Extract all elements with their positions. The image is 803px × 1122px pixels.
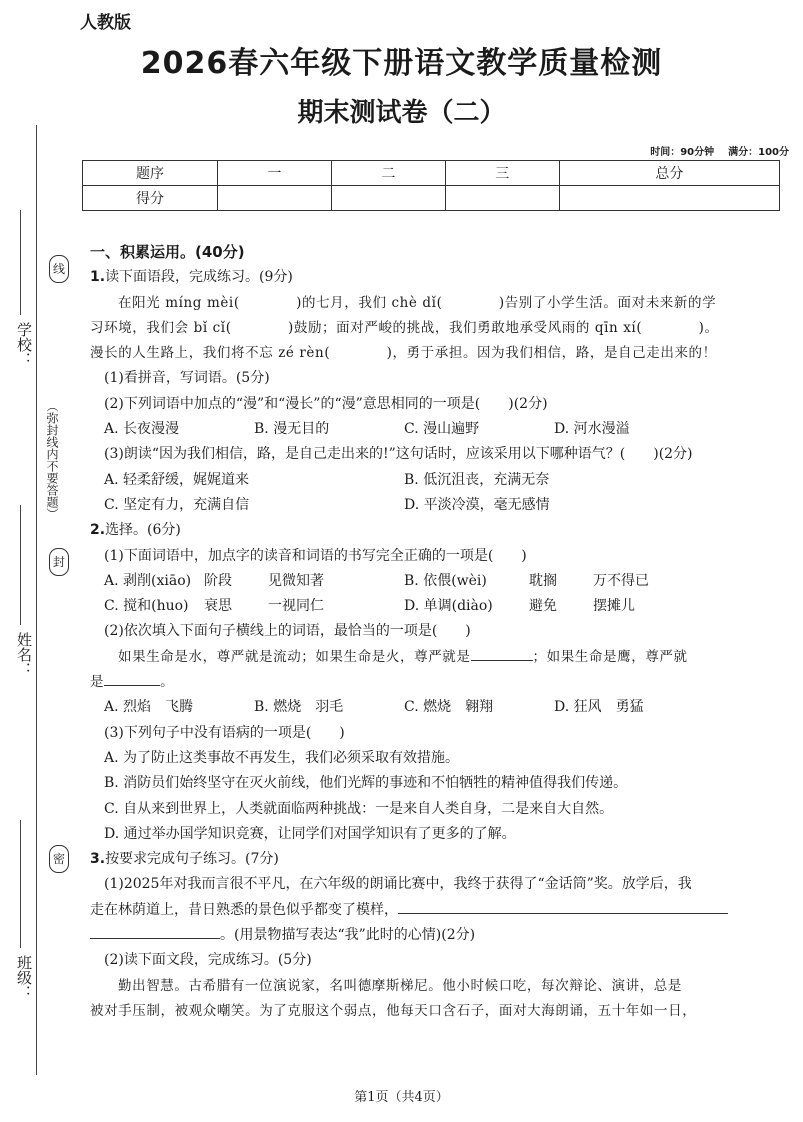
question-text: 选择。(6分) (105, 522, 181, 539)
score-table-score-row (83, 186, 780, 211)
option-c[interactable]: C. 坚定有力，充满自信 (104, 496, 250, 513)
answer-blank[interactable] (398, 899, 728, 914)
option-b[interactable]: B. 消防员们始终坚守在灭火前线，他们光辉的事迹和不怕牺牲的精神值得我们传递。 (104, 775, 628, 792)
option-d[interactable]: D. 河水漫溢 (554, 421, 630, 438)
seal-mark-top: 线 (49, 255, 69, 283)
option-a[interactable]: A. 长夜漫漫 (104, 421, 180, 438)
seal-mark-middle: 封 (49, 548, 69, 576)
option-a[interactable]: A. 烈焰 飞腾 (104, 699, 194, 716)
sub-question: (1)2025年对我而言很不平凡，在六年级的朗诵比赛中，我终于获得了“金话筒”奖。放学后，我 (104, 876, 692, 893)
option-a[interactable]: A. 为了防止这类事故不再发生，我们必须采取有效措施。 (104, 749, 460, 766)
question-1 (90, 265, 782, 290)
page-footer: 第1页（共4页） (354, 1090, 449, 1105)
option-word: 摆摊儿 (593, 598, 635, 615)
option-b[interactable]: B. 依偎(wèi) (404, 572, 487, 589)
passage-line (90, 670, 782, 695)
passage-text: 是 (90, 674, 105, 691)
score-header-cell: 一 (218, 161, 332, 186)
sub-question: (2)下列词语中加点的“漫”和“漫长”的“漫”意思相同的一项是( )(2分) (104, 395, 548, 412)
option-d[interactable]: D. 通过举办国学知识竞赛，让同学们对国学知识有了更多的了解。 (104, 825, 516, 842)
sub-question-text: 。(用景物描写表达“我”此时的心情)(2分) (220, 927, 476, 944)
option-word: 耽搁 (529, 572, 557, 589)
section-heading: 一、积累运用。(40分) (90, 243, 245, 261)
option-word: 衰思 (204, 598, 232, 615)
score-cell[interactable] (445, 186, 559, 211)
option-c[interactable]: C. 自从来到世界上，人类就面临两种挑战：一是来自人类自身，二是来自大自然。 (104, 800, 614, 817)
option-b[interactable]: B. 燃烧 羽毛 (254, 699, 344, 716)
question-3 (90, 847, 782, 872)
option-a[interactable]: A. 剥削(xiāo) (104, 572, 192, 589)
class-field[interactable] (20, 820, 21, 948)
option-d[interactable]: D. 单调(diào) (404, 598, 493, 615)
score-header-cell: 总分 (559, 161, 779, 186)
passage-text: 。 (160, 674, 175, 691)
passage-line: 漫长的人生路上，我们将不忘 zé rèn( )，勇于承担。因为我们相信，路，是自己走出来的！ (90, 345, 717, 362)
score-cell[interactable] (559, 186, 779, 211)
sub-question: (3)朗读“因为我们相信，路，是自己走出来的!”这句话时，应该采用以下哪种语气？( )(2分) (104, 446, 693, 463)
sub-question-text: 走在林荫道上，昔日熟悉的景色似乎都变了模样， (90, 901, 398, 918)
option-word: 见微知著 (268, 572, 324, 589)
seal-mark-bottom: 密 (49, 845, 69, 873)
exam-title: 2026春六年级下册语文教学质量检测 (140, 46, 663, 81)
sub-question-line (90, 898, 782, 923)
option-d[interactable]: D. 狂风 勇猛 (554, 699, 644, 716)
option-word: 一视同仁 (268, 598, 324, 615)
option-word: 阶段 (204, 572, 232, 589)
no-answer-note: （弥封线内不要答题） (45, 400, 59, 520)
question-2 (90, 518, 782, 543)
option-b[interactable]: B. 低沉沮丧，充满无奈 (404, 471, 550, 488)
option-word: 万不得已 (593, 572, 649, 589)
passage-text: ；如果生命是鹰，尊严就 (532, 648, 688, 665)
sub-question-line (90, 923, 782, 948)
passage-line (90, 645, 782, 670)
option-a[interactable]: A. 轻柔舒缓，娓娓道来 (104, 471, 250, 488)
question-text: 按要求完成句子练习。(7分) (105, 851, 279, 868)
options-row (90, 569, 782, 594)
passage-line: 习环境，我们会 bǐ cǐ( )鼓励；面对严峻的挑战，我们勇敢地承受风雨的 qīn xí( )。 (90, 319, 719, 336)
seal-line (36, 125, 37, 1075)
exam-subtitle: 期末测试卷（二） (297, 98, 506, 128)
options-row (90, 493, 782, 518)
options-row (90, 594, 782, 619)
exam-info (636, 143, 789, 158)
score-table-header-row (83, 161, 780, 186)
edition-label: 人教版 (80, 13, 131, 33)
sub-question: (1)下面词语中，加点字的读音和词语的书写完全正确的一项是( ) (104, 547, 527, 564)
fill-blank[interactable] (104, 671, 160, 686)
exam-content (90, 240, 782, 1024)
option-word: 避免 (529, 598, 557, 615)
full-score: 满分：100分 (728, 147, 789, 158)
options-row (90, 417, 782, 442)
option-c[interactable]: C. 搅和(huo) (104, 598, 189, 615)
school-field[interactable] (20, 210, 21, 315)
options-row (90, 695, 782, 720)
school-label: 学校： (15, 322, 33, 367)
passage-line: 在阳光 míng mèi( )的七月，我们 chè dǐ( )告别了小学生活。面对未来新的学 (118, 294, 717, 311)
score-cell[interactable] (331, 186, 445, 211)
question-number: 2. (90, 522, 106, 539)
passage-line: 勤出智慧。古希腊有一位演说家，名叫德摩斯梯尼。他小时候口吃，每次辩论、演讲，总是 (118, 977, 682, 994)
time-limit: 时间：90分钟 (650, 147, 715, 158)
option-d[interactable]: D. 平淡冷漠，毫无感情 (404, 496, 550, 513)
sub-question: (1)看拼音，写词语。(5分) (104, 370, 270, 387)
passage-text: 如果生命是水，尊严就是流动；如果生命是火，尊严就是 (118, 648, 471, 665)
option-b[interactable]: B. 漫无目的 (254, 421, 330, 438)
sub-question: (2)读下面文段，完成练习。(5分) (104, 952, 312, 969)
score-header-cell: 题序 (83, 161, 218, 186)
option-c[interactable]: C. 漫山遍野 (404, 421, 480, 438)
passage-line: 被对手压制，被观众嘲笑。为了克服这个弱点，他每天口含石子，面对大海朗诵，五十年如一日， (90, 1002, 697, 1019)
score-cell[interactable] (218, 186, 332, 211)
class-label: 班级： (15, 955, 33, 1000)
question-number: 1. (90, 269, 106, 286)
sub-question: (2)依次填入下面句子横线上的词语，最恰当的一项是( ) (104, 623, 471, 640)
fill-blank[interactable] (471, 646, 533, 661)
score-table (82, 160, 780, 211)
score-row-label: 得分 (83, 186, 218, 211)
name-field[interactable] (20, 505, 21, 625)
options-row (90, 468, 782, 493)
sub-question: (3)下列句子中没有语病的一项是( ) (104, 724, 345, 741)
score-header-cell: 三 (445, 161, 559, 186)
question-text: 读下面语段，完成练习。(9分) (105, 269, 293, 286)
score-header-cell: 二 (331, 161, 445, 186)
option-c[interactable]: C. 燃烧 翱翔 (404, 699, 494, 716)
answer-blank[interactable] (90, 924, 220, 939)
question-number: 3. (90, 851, 106, 868)
name-label: 姓名： (15, 632, 33, 677)
